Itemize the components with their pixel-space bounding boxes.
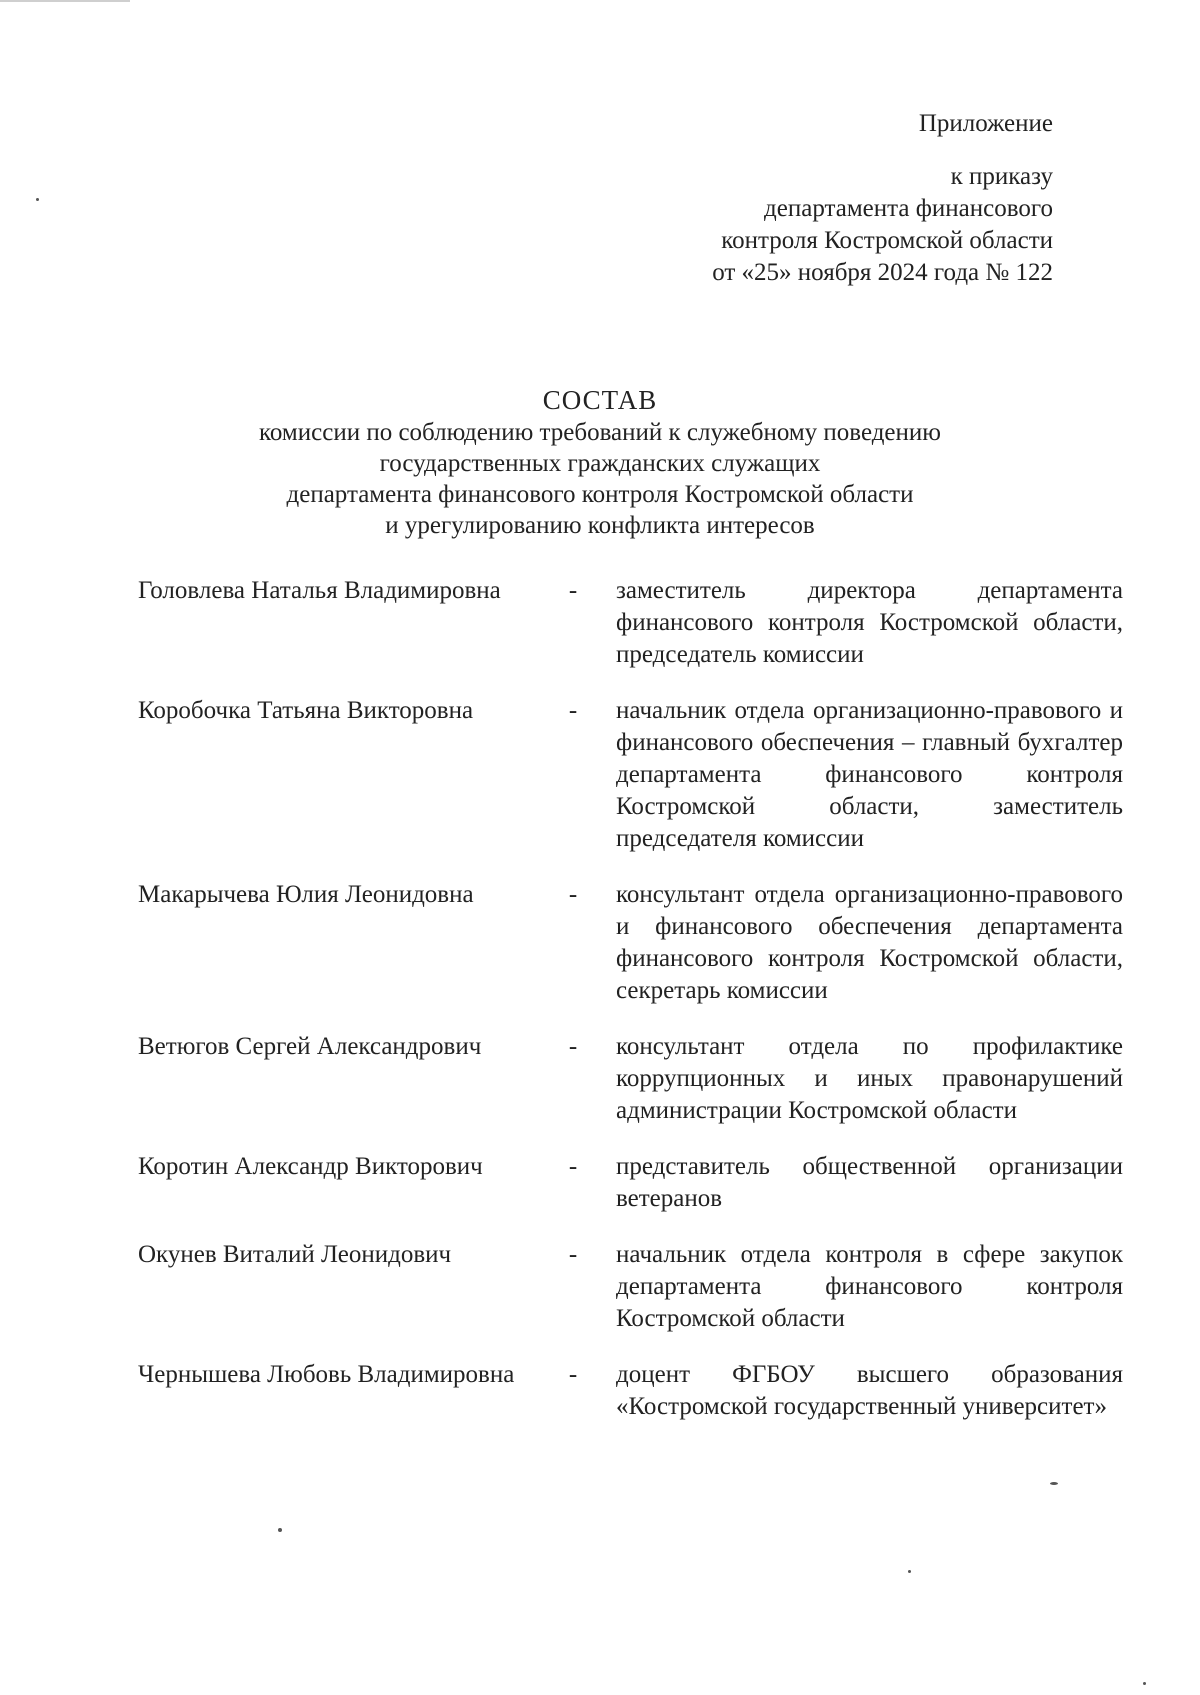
member-name: Коротин Александр Викторович <box>138 1153 483 1180</box>
member-role: заместитель директора департамента финансового контроля Костромской области, председатель комиссии <box>616 577 1123 668</box>
member-row <box>138 575 1123 671</box>
scan-speck <box>1143 1682 1146 1685</box>
appendix-label: Приложение <box>918 110 1053 137</box>
member-dash: - <box>568 697 578 724</box>
member-row <box>138 1151 1123 1215</box>
member-name: Чернышева Любовь Владимировна <box>138 1361 515 1388</box>
member-name: Головлева Наталья Владимировна <box>138 577 501 604</box>
member-role: представитель общественной организации ветеранов <box>616 1153 1123 1212</box>
member-dash: - <box>568 1361 578 1388</box>
member-row <box>138 1359 1123 1423</box>
document-title <box>140 384 1060 541</box>
member-dash: - <box>568 1033 578 1060</box>
title-subline: государственных гражданских служащих <box>379 450 821 477</box>
member-name: Коробочка Татьяна Викторовна <box>138 697 474 724</box>
order-reference-line: к приказу <box>950 163 1053 190</box>
member-row <box>138 695 1123 855</box>
member-row <box>138 1239 1123 1335</box>
member-dash: - <box>568 1241 578 1268</box>
member-name: Макарычева Юлия Леонидовна <box>138 881 474 908</box>
order-reference-line: контроля Костромской области <box>721 227 1053 254</box>
member-role: доцент ФГБОУ высшего образования «Костромской государственный университет» <box>616 1361 1123 1420</box>
scan-speck <box>36 198 39 201</box>
title-subline: и урегулированию конфликта интересов <box>385 512 815 539</box>
scan-speck <box>908 1570 911 1573</box>
order-date-line: от «25» ноября 2024 года № 122 <box>712 259 1053 286</box>
member-name: Окунев Виталий Леонидович <box>138 1241 452 1268</box>
appendix-header <box>712 108 1053 289</box>
title-subline: департамента финансового контроля Костромской области <box>286 481 914 508</box>
member-dash: - <box>568 1153 578 1180</box>
order-reference-line: департамента финансового <box>764 195 1053 222</box>
member-dash: - <box>568 577 578 604</box>
member-role: начальник отдела организационно-правового и финансового обеспечения – главный бухгалтер департамента финансового контроля Костромской области, заместитель председателя комиссии <box>616 697 1123 852</box>
member-row <box>138 1031 1123 1127</box>
commission-members-list <box>138 575 1123 1447</box>
member-name: Ветюгов Сергей Александрович <box>138 1033 482 1060</box>
title-main: СОСТАВ <box>542 385 658 415</box>
scan-edge-mark <box>0 0 130 2</box>
member-role: консультант отдела организационно-правового и финансового обеспечения департамента финансового контроля Костромской области, секретарь комиссии <box>616 881 1123 1004</box>
title-subline: комиссии по соблюдению требований к служебному поведению <box>259 419 941 446</box>
member-row <box>138 879 1123 1007</box>
member-role: консультант отдела по профилактике коррупционных и иных правонарушений администрации Костромской области <box>616 1033 1123 1124</box>
member-dash: - <box>568 881 578 908</box>
member-role: начальник отдела контроля в сфере закупок департамента финансового контроля Костромской области <box>616 1241 1123 1332</box>
scan-speck <box>1050 1482 1058 1485</box>
scan-speck <box>278 1528 282 1532</box>
